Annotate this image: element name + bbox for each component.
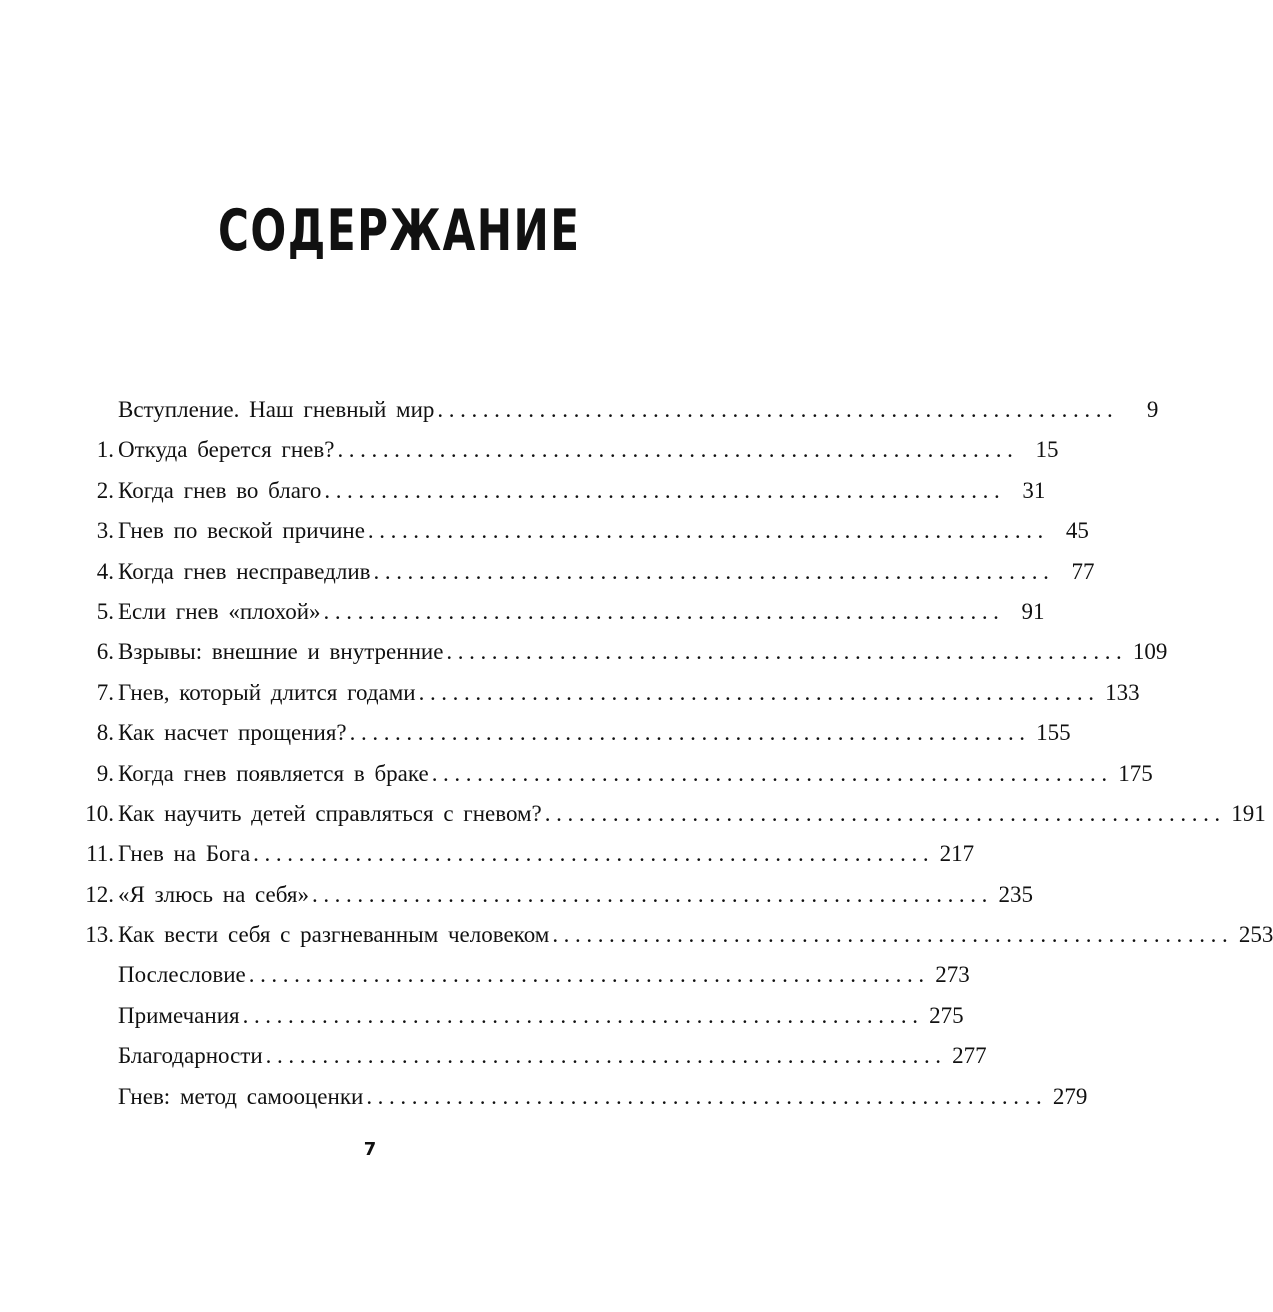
dot-leader: ............................................................ (544, 800, 1226, 826)
dot-leader: ............................................................ (373, 558, 1055, 584)
toc-entry-page: 77 (1071, 558, 1095, 584)
toc-entry-page: 279 (1052, 1083, 1088, 1109)
dot-leader: ............................................................ (311, 881, 993, 907)
toc-entry (70, 915, 1273, 955)
dot-leader: ............................................................ (418, 679, 1100, 705)
table-of-contents (70, 390, 1273, 1117)
toc-entry-title: Как насчет прощения? (118, 720, 347, 746)
dot-leader: ............................................................ (349, 720, 1031, 746)
toc-entry-title: Примечания (118, 1002, 240, 1028)
toc-entry-number: 6. (96, 639, 114, 665)
toc-entry-title: Как вести себя с разгневанным человеком (118, 922, 550, 948)
dot-leader: ............................................................ (552, 922, 1234, 948)
toc-entry-title: Если гнев «плохой» (118, 598, 321, 624)
toc-entry (70, 713, 1071, 753)
toc-entry-number: 10. (85, 800, 114, 826)
dot-leader: ............................................................ (367, 518, 1049, 544)
toc-entry (70, 834, 975, 874)
toc-entry-title: Взрывы: внешние и внутренние (118, 639, 444, 665)
toc-entry-page: 191 (1231, 800, 1266, 826)
toc-entry (70, 632, 1168, 672)
toc-entry-number: 9. (96, 760, 114, 786)
toc-entry-page: 15 (1035, 437, 1059, 463)
toc-entry-title: Когда гнев несправедлив (118, 558, 371, 584)
toc-entry-page: 91 (1021, 598, 1045, 624)
toc-entry-title: Когда гнев появляется в браке (118, 760, 429, 786)
toc-entry (70, 1036, 987, 1076)
toc-entry-number: 3. (96, 518, 114, 544)
toc-entry (70, 552, 1095, 592)
dot-leader: ............................................................ (437, 397, 1119, 422)
toc-entry-title: Вступление. Наш гневный мир (118, 397, 435, 422)
toc-entry (70, 511, 1089, 551)
toc-entry-page: 273 (935, 962, 970, 988)
dot-leader: ............................................................ (337, 437, 1019, 463)
toc-entry (70, 794, 1266, 834)
toc-entry-page: 31 (1022, 477, 1046, 503)
toc-entry (70, 673, 1140, 713)
toc-entry-title: «Я злюсь на себя» (118, 881, 309, 907)
toc-entry-number: 4. (96, 558, 114, 584)
dot-leader: ............................................................ (242, 1002, 924, 1028)
toc-entry (70, 592, 1045, 632)
toc-entry (70, 754, 1153, 794)
toc-entry-number: 8. (96, 720, 114, 746)
toc-entry-title: Откуда берется гнев? (118, 437, 335, 463)
toc-entry (70, 996, 964, 1036)
dot-leader: ............................................................ (265, 1043, 947, 1069)
toc-entry-page: 45 (1065, 518, 1089, 544)
toc-entry-page: 133 (1105, 679, 1140, 705)
dot-leader: ............................................................ (324, 477, 1006, 503)
toc-entry (70, 955, 970, 995)
toc-entry-number: 11. (86, 841, 114, 867)
dot-leader: ............................................................ (323, 598, 1005, 624)
dot-leader: ............................................................ (366, 1083, 1048, 1109)
toc-entry-number: 5. (96, 598, 114, 624)
toc-entry-number: 7. (96, 679, 114, 705)
toc-entry-number: 13. (85, 922, 114, 948)
toc-entry-page: 217 (939, 841, 975, 867)
toc-entry-page: 109 (1132, 639, 1168, 665)
page-number: 7 (363, 1139, 377, 1160)
dot-leader: ............................................................ (446, 639, 1128, 665)
toc-entry (70, 430, 1059, 470)
toc-entry-title: Как научить детей справляться с гневом? (118, 800, 542, 826)
toc-entry (70, 1077, 1088, 1117)
dot-leader: ............................................................ (253, 841, 935, 867)
toc-entry-title: Гнев, который длится годами (118, 679, 416, 705)
toc-entry-title: Благодарности (118, 1043, 263, 1069)
dot-leader: ............................................................ (431, 760, 1113, 786)
toc-entry-title: Гнев по веской причине (118, 518, 365, 544)
toc-entry-title: Когда гнев во благо (118, 477, 322, 503)
toc-entry-page: 9 (1146, 397, 1159, 422)
toc-entry-number: 12. (85, 881, 114, 907)
toc-entry-title: Гнев на Бога (118, 841, 251, 867)
toc-entry-page: 155 (1036, 720, 1071, 746)
page-title: СОДЕРЖАНИЕ (218, 198, 581, 264)
toc-entry-page: 253 (1238, 922, 1273, 948)
toc-entry (70, 875, 1033, 915)
toc-entry-title: Послесловие (118, 962, 246, 988)
toc-entry (70, 471, 1046, 511)
toc-entry-number: 2. (96, 477, 114, 503)
toc-entry-number: 1. (96, 437, 114, 463)
toc-entry-title: Гнев: метод самооценки (118, 1083, 364, 1109)
toc-entry-page: 275 (929, 1002, 964, 1028)
toc-entry-page: 235 (998, 881, 1033, 907)
toc-entry-page: 175 (1118, 760, 1153, 786)
dot-leader: ............................................................ (248, 962, 930, 988)
toc-entry (70, 390, 1159, 430)
toc-entry-page: 277 (952, 1043, 987, 1069)
